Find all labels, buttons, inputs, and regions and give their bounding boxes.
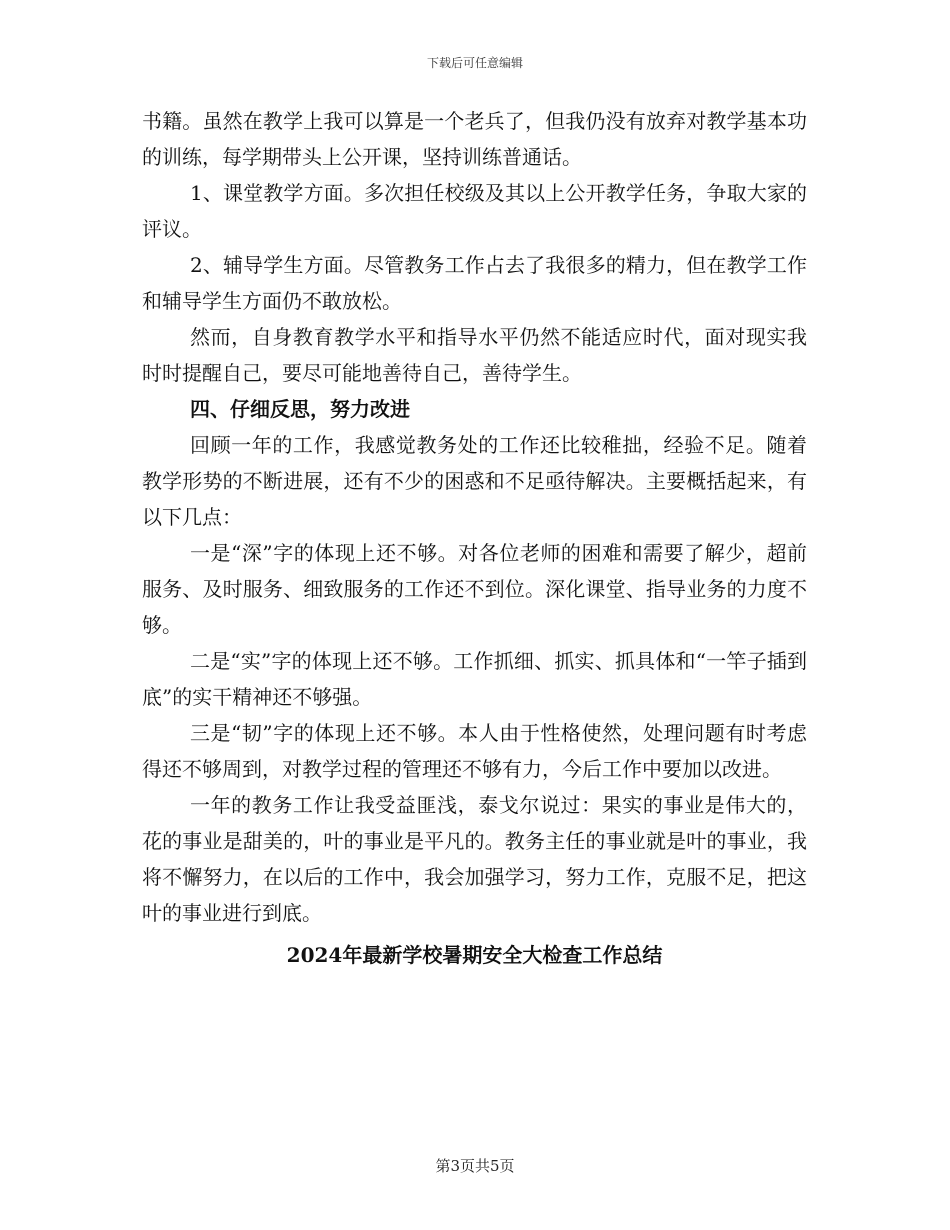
paragraph-point-one: 一是“深”字的体现上还不够。对各位老师的困难和需要了解少，超前服务、及时服务、细致服务的工作还不到位。深化课堂、指导业务的力度不够。 bbox=[142, 541, 807, 637]
section-heading-four: 四、仔细反思，努力改进 bbox=[190, 397, 410, 421]
paragraph-self-reflection: 然而，自身教育教学水平和指导水平仍然不能适应时代，面对现实我时时提醒自己，要尽可能地善待自己，善待学生。 bbox=[142, 325, 807, 385]
page-header: 下载后可任意编辑 bbox=[426, 56, 523, 70]
paragraph-point-three: 三是“韧”字的体现上还不够。本人由于性格使然，处理问题有时考虑得还不够周到，对教学过程的管理还不够有力，今后工作中要加以改进。 bbox=[142, 721, 807, 781]
paragraph-point-two: 二是“实”字的体现上还不够。工作抓细、抓实、抓具体和“一竿子插到底”的实干精神还不够强。 bbox=[142, 649, 807, 709]
page-number: 第3页共5页 bbox=[435, 1157, 515, 1175]
paragraph-review: 回顾一年的工作，我感觉教务处的工作还比较稚拙，经验不足。随着教学形势的不断进展，还有不少的困惑和不足亟待解决。主要概括起来，有以下几点： bbox=[142, 433, 807, 529]
paragraph-conclusion: 一年的教务工作让我受益匪浅，泰戈尔说过：果实的事业是伟大的，花的事业是甜美的，叶的事业是平凡的。教务主任的事业就是叶的事业，我将不懈努力，在以后的工作中，我会加强学习，努力工作，克服不足，把这叶的事业进行到底。 bbox=[142, 793, 807, 925]
document-title: 2024年最新学校暑期安全大检查工作总结 bbox=[286, 943, 663, 967]
paragraph-student-tutoring: 2、辅导学生方面。尽管教务工作占去了我很多的精力，但在教学工作和辅导学生方面仍不敢放松。 bbox=[142, 253, 807, 313]
document-body bbox=[142, 103, 807, 975]
paragraph-classroom-teaching: 1、课堂教学方面。多次担任校级及其以上公开教学任务，争取大家的评议。 bbox=[142, 181, 807, 241]
paragraph-continuation: 书籍。虽然在教学上我可以算是一个老兵了，但我仍没有放弃对教学基本功的训练，每学期带头上公开课，坚持训练普通话。 bbox=[142, 109, 807, 169]
